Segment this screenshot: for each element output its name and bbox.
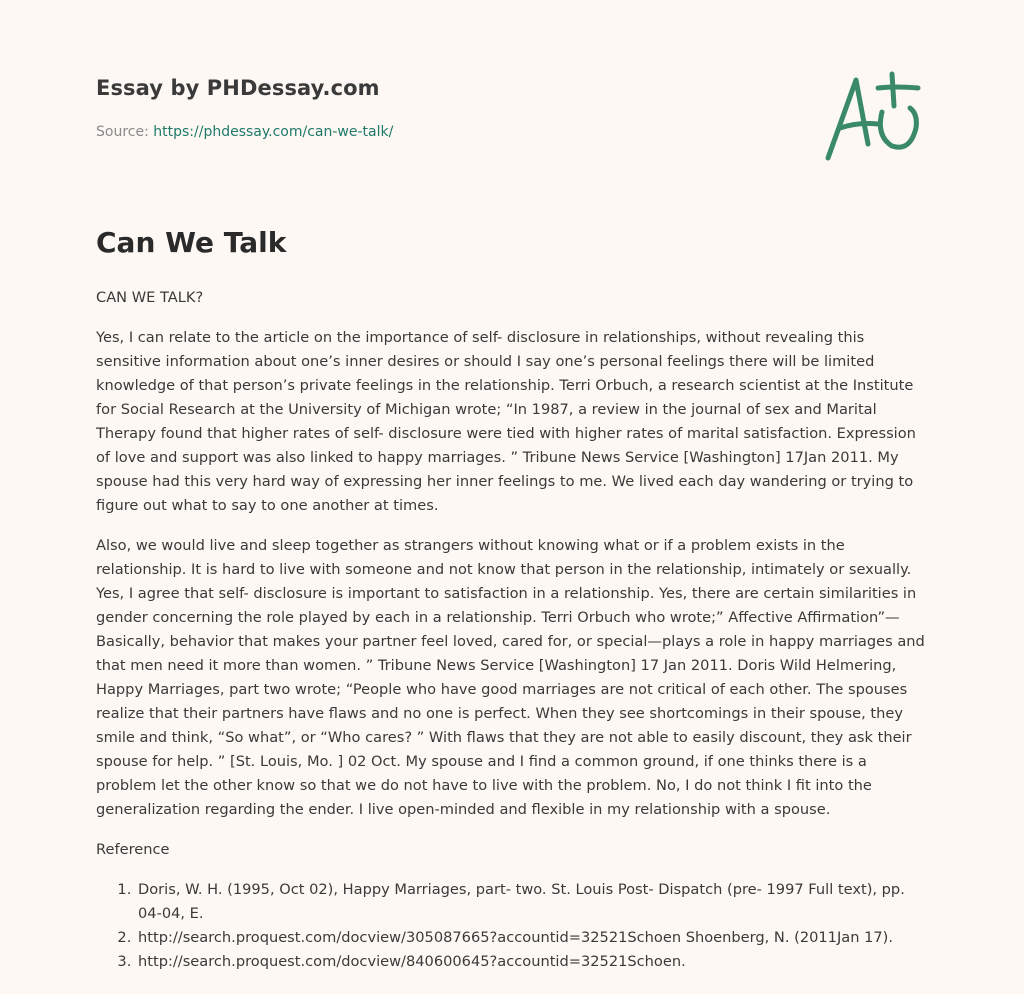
essay-subtitle: CAN WE TALK? — [96, 289, 204, 306]
source-label: Source: — [96, 124, 149, 140]
essay-paragraph: Yes, I can relate to the article on the importance of self- disclosure in relationships, without revealing this sensitive information about one’s inner desires or should I say one’s personal feelings there will be limited knowledge of that person’s private feelings in the relationship. Terri Orbuch, a research scientist at the Institute for Social Research at the University of Michigan wrote; “In 1987, a review in the journal of sex and Marital Therapy found that higher rates of self- disclosure were tied with higher rates of marital satisfaction. Expression of love and support was also linked to happy marriages. ” Tribune News Service [Washington] 17Jan 2011. My spouse had this very hard way of expressing her inner feelings to me. We lived each day wandering or trying to figure out what to say to one another at times. — [96, 329, 916, 514]
a-plus-logo-icon — [818, 66, 930, 166]
essay-title: Can We Talk — [96, 226, 287, 259]
reference-item: 3. http://search.proquest.com/docview/840600645?accountid=32521Schoen. — [136, 950, 928, 974]
reference-item: 1. Doris, W. H. (1995, Oct 02), Happy Marriages, part- two. St. Louis Post- Dispatch (pre- 1997 Full text), pp. 04-04, E. — [136, 878, 928, 926]
reference-list — [96, 878, 928, 974]
essay-paragraph: Also, we would live and sleep together as strangers without knowing what or if a problem exists in the relationship. It is hard to live with someone and not know that person in the relationship, intimately or sexually. Yes, I agree that self- disclosure is important to satisfaction in a relationship. Yes, there are certain similarities in gender concerning the role played by each in a relationship. Terri Orbuch who wrote;” Affective Affirmation”—Basically, behavior that makes your partner feel loved, cared for, or special—plays a role in happy marriages and that men need it more than women. ” Tribune News Service [Washington] 17 Jan 2011. Doris Wild Helmering, Happy Marriages, part two wrote; “People who have good marriages are not critical of each other. The spouses realize that their partners have flaws and no one is perfect. When they see shortcomings in their spouse, they smile and think, “So what”, or “Who cares? ” With flaws that they are not able to easily discount, they ask their spouse for help. ” [St. Louis, Mo. ] 02 Oct. My spouse and I find a common ground, if one thinks there is a problem let the other know so that we do not have to live with the problem. No, I do not think I fit into the generalization regarding the ender. I live open-minded and flexible in my relationship with a spouse. — [96, 537, 925, 818]
essay-body — [96, 286, 928, 974]
source-line — [96, 124, 393, 140]
site-title: Essay by PHDessay.com — [96, 76, 380, 100]
source-link[interactable]: https://phdessay.com/can-we-talk/ — [153, 124, 394, 140]
reference-item: 2. http://search.proquest.com/docview/305087665?accountid=32521Schoen Shoenberg, N. (2011Jan 17). — [136, 926, 928, 950]
reference-heading: Reference — [96, 841, 170, 858]
